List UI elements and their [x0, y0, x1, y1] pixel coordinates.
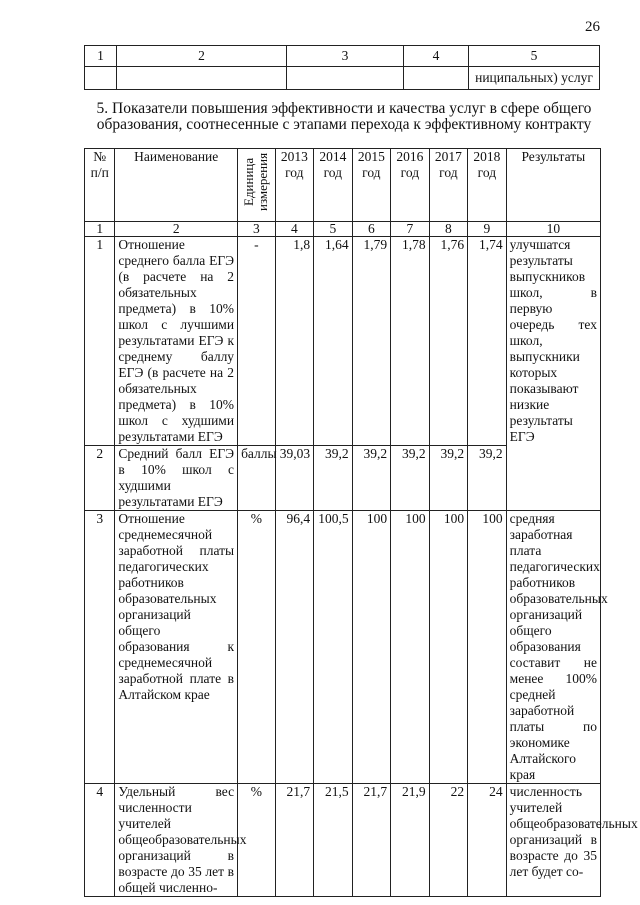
- value-cell: 100: [391, 511, 430, 784]
- value-cell: 39,2: [468, 446, 507, 511]
- row-number: 3: [85, 511, 115, 784]
- page-number: 26: [585, 19, 600, 35]
- value-cell: 1,64: [314, 237, 353, 446]
- value-cell: 1,8: [275, 237, 314, 446]
- header-cell: 2: [117, 46, 287, 67]
- header-cell: 1: [85, 46, 117, 67]
- column-number: 2: [115, 222, 238, 237]
- unit-cell: %: [238, 784, 276, 897]
- header-unit: [238, 149, 276, 222]
- column-number: 4: [275, 222, 314, 237]
- value-cell: 100: [352, 511, 391, 784]
- value-cell: 1,74: [468, 237, 507, 446]
- unit-cell: %: [238, 511, 276, 784]
- value-cell: 39,2: [391, 446, 430, 511]
- table-cell: [117, 67, 287, 90]
- header-name: Наименование: [115, 149, 238, 222]
- value-cell: 24: [468, 784, 507, 897]
- result-cell: средняя заработная плата педагогических работников образовательных организаций общего образования составит не менее 100% средней заработной платы по экономике Алтайского края: [506, 511, 600, 784]
- value-cell: 22: [429, 784, 468, 897]
- value-cell: 96,4: [275, 511, 314, 784]
- indicators-table: [84, 148, 638, 897]
- table-cell: [404, 67, 469, 90]
- section-heading-line: образования, соотнесенные с этапами перехода к эффективному контракту: [96, 116, 592, 133]
- table-header-row: [85, 149, 601, 222]
- result-cell: улучшатся результаты выпускников школ, в первую очередь тех школ, выпускники которых показывают низкие результаты ЕГЭ: [506, 237, 600, 511]
- header-cell: 3: [287, 46, 404, 67]
- header-year: 2015 год: [352, 149, 391, 222]
- unit-cell: баллы: [238, 446, 276, 511]
- row-number: 2: [85, 446, 115, 511]
- column-number: 9: [468, 222, 507, 237]
- header-year: 2013 год: [275, 149, 314, 222]
- table-row: [85, 784, 601, 897]
- table-cell: [85, 67, 117, 90]
- value-cell: 21,7: [275, 784, 314, 897]
- value-cell: 39,2: [352, 446, 391, 511]
- value-cell: 1,78: [391, 237, 430, 446]
- row-number: 4: [85, 784, 115, 897]
- header-cell: 5: [469, 46, 600, 67]
- indicator-name: Отношение среднемесячной заработной платы педагогических работников образовательных организаций общего образования к среднемесячной заработной плате в Алтайском крае: [115, 511, 238, 784]
- value-cell: 39,2: [314, 446, 353, 511]
- header-year: 2017 год: [429, 149, 468, 222]
- header-unit-text: Единица измерения: [241, 152, 271, 212]
- continued-table: [84, 45, 600, 90]
- header-year: 2018 год: [468, 149, 507, 222]
- value-cell: 21,5: [314, 784, 353, 897]
- value-cell: 39,2: [429, 446, 468, 511]
- header-num: № п/п: [85, 149, 115, 222]
- row-number: 1: [85, 237, 115, 446]
- table-row: [85, 237, 601, 446]
- table-header-row: [85, 46, 600, 67]
- section-heading: [84, 101, 604, 133]
- result-cell: численность учителей общеобразовательных организаций в возрасте до 35 лет будет со-: [506, 784, 600, 897]
- table-row: [85, 511, 601, 784]
- header-results: Результаты: [506, 149, 600, 222]
- column-number: 8: [429, 222, 468, 237]
- column-number: 1: [85, 222, 115, 237]
- table-cell: [287, 67, 404, 90]
- value-cell: 1,76: [429, 237, 468, 446]
- header-year: 2014 год: [314, 149, 353, 222]
- header-year: 2016 год: [391, 149, 430, 222]
- value-cell: 21,7: [352, 784, 391, 897]
- indicator-name: Средний балл ЕГЭ в 10% школ с худшими результатами ЕГЭ: [115, 446, 238, 511]
- value-cell: 1,79: [352, 237, 391, 446]
- section-heading-line: 5. Показатели повышения эффективности и качества услуг в сфере общего: [96, 100, 592, 117]
- value-cell: 100: [468, 511, 507, 784]
- unit-cell: -: [238, 237, 276, 446]
- value-cell: 39,03: [275, 446, 314, 511]
- value-cell: 100: [429, 511, 468, 784]
- header-cell: 4: [404, 46, 469, 67]
- column-number: 3: [238, 222, 276, 237]
- indicator-name: Отношение среднего балла ЕГЭ (в расчете на 2 обязательных предмета) в 10% школ с лучшими результатами ЕГЭ к среднему баллу ЕГЭ (в расчете на 2 обязательных предмета) в 10% школ с худшими результатами ЕГЭ: [115, 237, 238, 446]
- column-number: 6: [352, 222, 391, 237]
- table-row: [85, 67, 600, 90]
- table-cell: ниципальных) услуг: [469, 67, 600, 90]
- column-number: 7: [391, 222, 430, 237]
- column-number-row: [85, 222, 601, 237]
- value-cell: 100,5: [314, 511, 353, 784]
- value-cell: 21,9: [391, 784, 430, 897]
- column-number: 5: [314, 222, 353, 237]
- indicator-name: Удельный вес численности учителей общеобразовательных организаций в возрасте до 35 лет в общей численно-: [115, 784, 238, 897]
- column-number: 10: [506, 222, 600, 237]
